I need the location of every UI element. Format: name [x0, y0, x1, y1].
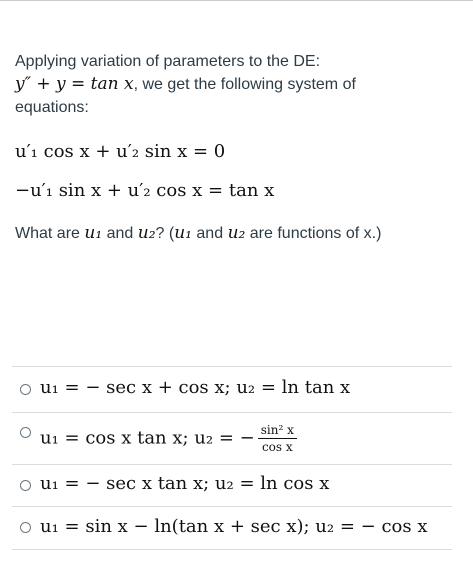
answer-option-4[interactable] — [12, 506, 452, 550]
question-u2b: u₂ — [227, 223, 246, 243]
question-u2: u₂ — [137, 223, 156, 243]
prompt-line-1: Applying variation of parameters to the DE: — [15, 53, 321, 70]
question-part-3: are functions of x.) — [249, 225, 382, 242]
radio-button[interactable] — [20, 480, 31, 491]
question-part-1: What are — [15, 225, 80, 242]
top-divider — [0, 0, 473, 1]
question-text — [15, 222, 381, 245]
answer-option-3-label: u₁ = − sec x tan x; u₂ = ln cos x — [40, 473, 330, 494]
question-and-2: and — [196, 225, 224, 242]
fraction — [258, 423, 297, 454]
answer-option-2-text: u₁ = cos x tan x; u₂ = − — [40, 427, 255, 449]
answer-option-2[interactable] — [12, 412, 452, 464]
answer-option-2-label — [40, 423, 297, 454]
answer-option-1[interactable] — [12, 366, 452, 412]
question-and-1: and — [106, 225, 134, 242]
question-prompt — [15, 50, 460, 119]
fraction-denominator: cos x — [261, 440, 293, 454]
prompt-line-3: equations: — [15, 99, 89, 116]
prompt-line-2 — [15, 73, 460, 96]
system-equation-2: −u′₁ sin x + u′₂ cos x = tan x — [15, 180, 275, 201]
radio-button[interactable] — [20, 522, 31, 533]
answer-option-4-label: u₁ = sin x − ln(tan x + sec x); u₂ = − cos x — [40, 516, 428, 537]
fraction-numerator: sin² x — [258, 423, 297, 439]
de-math: y″ + y = tan x — [15, 74, 134, 94]
radio-button[interactable] — [20, 427, 31, 438]
radio-button[interactable] — [20, 384, 31, 395]
answer-option-1-label: u₁ = − sec x + cos x; u₂ = ln tan x — [40, 377, 351, 398]
system-equation-1: u′₁ cos x + u′₂ sin x = 0 — [15, 141, 226, 162]
answer-option-3[interactable] — [12, 464, 452, 506]
question-part-2: ? ( — [155, 225, 175, 242]
prompt-line-2-rest: , we get the following system of — [133, 76, 356, 93]
question-u1: u₁ — [84, 223, 103, 243]
answer-list — [12, 366, 452, 550]
question-u1b: u₁ — [174, 223, 192, 243]
